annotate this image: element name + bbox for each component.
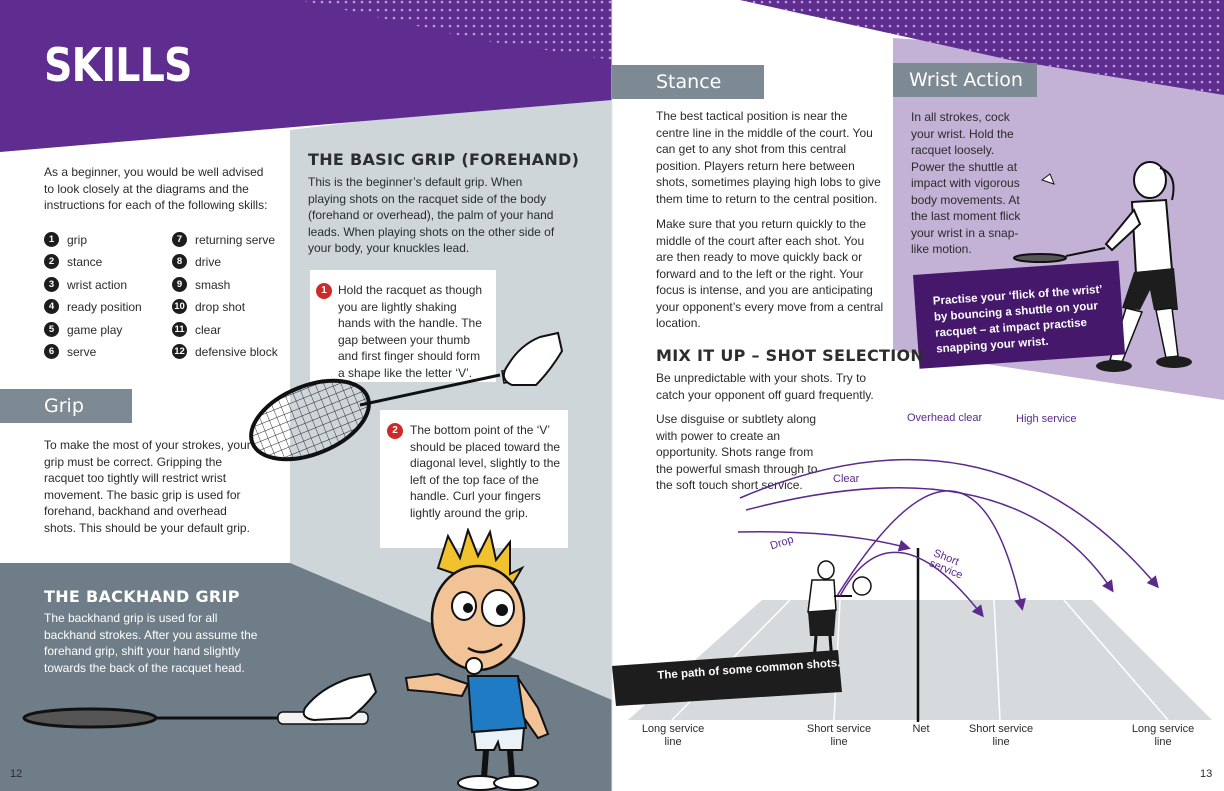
stance-tab: Stance (612, 65, 764, 99)
list-item: 10 drop shot (172, 298, 245, 316)
page-title: SKILLS (44, 38, 192, 92)
list-item: 11 clear (172, 321, 221, 339)
diagram-caption: The path of some common shots. (657, 657, 841, 682)
shot-path-diagram (612, 400, 1224, 730)
mix-it-up-text-1: Be unpredictable with your shots. Try to catch your opponent off guard frequently. (656, 371, 874, 402)
list-item: 12 defensive block (172, 343, 278, 361)
page-number-right: 13 (1200, 768, 1213, 780)
list-item: 2 stance (44, 253, 102, 271)
step-2-number: 2 (387, 423, 403, 439)
list-item: 6 serve (44, 343, 96, 361)
wrist-callout-box (913, 261, 1125, 369)
intro-text: As a beginner, you would be well advised to look closely at the diagrams and the instructions for each of the following skills: (44, 165, 268, 212)
stance-text-2: Make sure that you return quickly to the middle of the court after each shot. You are then ready to move quickly back or forward and to the left or the right. Your focus is intense, and you are anticipating your opponent’s every move from a central location. (656, 217, 884, 330)
list-item: 8 drive (172, 253, 221, 271)
list-item: 3 wrist action (44, 276, 127, 294)
court-label-short-service-right: Short service line (968, 723, 1034, 748)
court-label-short-service-left: Short service line (806, 723, 872, 748)
shot-label-overhead-clear: Overhead clear (907, 412, 983, 424)
list-item: 4 ready position (44, 298, 142, 316)
basic-grip-heading: THE BASIC GRIP (FOREHAND) (308, 150, 580, 169)
shot-label-short-service: Short service (927, 547, 965, 582)
list-item: 7 returning serve (172, 231, 275, 249)
wrist-action-tab: Wrist Action (893, 63, 1037, 97)
shot-label-drop: Drop (768, 533, 796, 553)
racquet-forehand-illustration (240, 325, 580, 465)
shot-label-clear: Clear (833, 473, 860, 485)
backhand-text: The backhand grip is used for all backhand strokes. After you assume the forehand grip, shift your hand slightly towards the back of the racquet head. (44, 611, 258, 675)
grip-tab: Grip (0, 389, 132, 423)
court-label-long-service-left: Long service line (641, 723, 705, 748)
page-number-left: 12 (10, 768, 23, 780)
shot-label-high-service: High service (1016, 413, 1077, 425)
step-1-number: 1 (316, 283, 332, 299)
wrist-action-text: In all strokes, cock your wrist. Hold the racquet loosely. Power the shuttle at impact with vigorous body movements. At the last moment flick your wrist in a snap-like motion. (911, 110, 1021, 256)
grip-text: To make the most of your strokes, your grip must be correct. Gripping the racquet too tightly will restrict wrist movement. The basic grip is used for forehand, backhand and overhead shots. This should be your default grip. (44, 438, 251, 535)
step-2-text: The bottom point of the ‘V’ should be placed toward the diagonal level, slightly to the left of the top face of the handle. Curl your fingers lightly around the grip. (410, 423, 561, 520)
mix-it-up-heading: MIX IT UP – SHOT SELECTION (656, 346, 925, 365)
list-item: 9 smash (172, 276, 230, 294)
stance-text-1: The best tactical position is near the centre line in the middle of the court. You can get to any shot from this central position. Players return here between shots, sometimes playing high lobs to give them time to return to the central position. (656, 109, 881, 206)
list-item: 1 grip (44, 231, 87, 249)
list-item: 5 game play (44, 321, 122, 339)
racquet-backhand-illustration (20, 668, 380, 738)
mix-it-up-text-2: Use disguise or subtlety along with power to create an opportunity. Shots range from the powerful smash through to the soft touch short service. (656, 412, 818, 492)
backhand-heading: THE BACKHAND GRIP (44, 587, 240, 606)
basic-grip-text: This is the beginner’s default grip. When playing shots on the racquet side of the body (forehand or overhead), the palm of your hand leads. When playing shots on the other side of your body, your knuckles lead. (308, 175, 555, 255)
cartoon-coach-illustration (398, 528, 568, 791)
wrist-callout-text: Practise your ‘flick of the wrist’ by bouncing a shuttle on your racquet – at impact practise snapping your wrist. (932, 283, 1103, 356)
court-label-net: Net (912, 723, 930, 735)
step-1-text: Hold the racquet as though you are lightly shaking hands with the handle. The gap between your thumb and first finger should form a shape like the letter ‘V’. (338, 283, 483, 380)
court-label-long-service-right: Long service line (1131, 723, 1195, 748)
